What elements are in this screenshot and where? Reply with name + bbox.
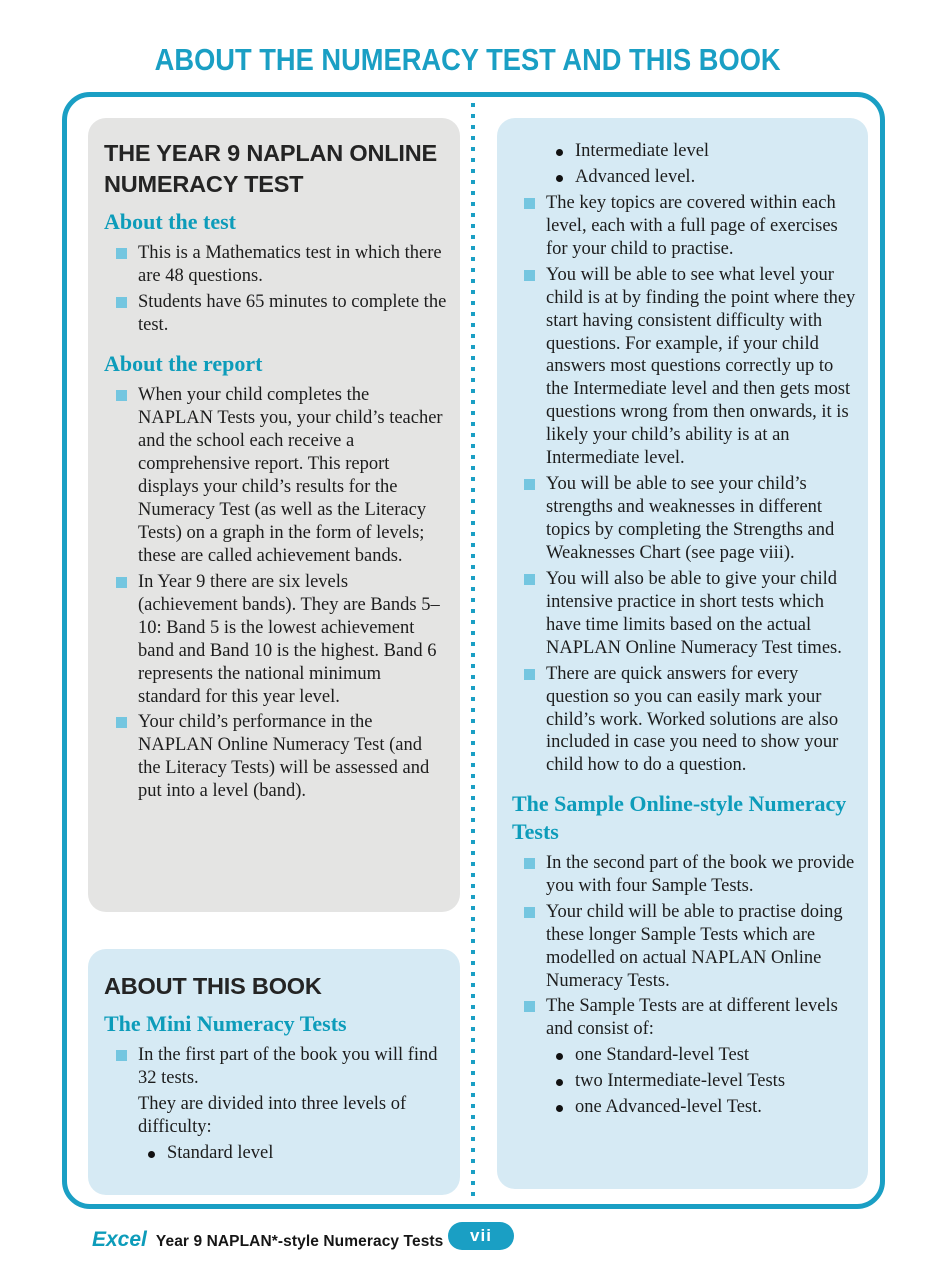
item-text: About the report — [104, 351, 263, 377]
item-text: one Advanced-level Test. — [575, 1097, 762, 1118]
square-bullet-icon — [524, 574, 535, 585]
panel-heading: ABOUT THIS BOOK — [104, 973, 322, 999]
list-item — [102, 242, 448, 288]
list-item — [510, 264, 860, 470]
sub-list-item — [510, 1044, 860, 1067]
item-text: In the second part of the book we provide you with four Sample Tests. — [546, 852, 855, 896]
square-bullet-icon — [524, 1001, 535, 1012]
section-subheading — [104, 1010, 448, 1037]
list-item — [102, 384, 448, 568]
item-text: There are quick answers for every question so you can easily mark your child’s work. Worked solutions are also included in case you need to show your child how to do a question. — [546, 663, 839, 776]
list-item — [510, 901, 860, 993]
square-bullet-icon — [116, 577, 127, 588]
list-item — [102, 571, 448, 709]
page-footer — [0, 1224, 935, 1258]
sub-list-item — [510, 140, 860, 163]
item-text: The key topics are covered within each level, each with a full page of exercises for your child to practise. — [546, 192, 838, 259]
item-text: The Sample Online-style Numeracy Tests — [512, 791, 847, 844]
list-item — [510, 852, 860, 898]
page-title-text: ABOUT THE NUMERACY TEST AND THIS BOOK — [154, 42, 781, 77]
square-bullet-icon — [524, 907, 535, 918]
item-text: Your child will be able to practise doing these longer Sample Tests which are modelled on actual NAPLAN Online Numeracy Tests. — [546, 901, 843, 991]
section-subheading — [104, 208, 448, 235]
dot-bullet-icon — [556, 1079, 563, 1086]
item-text: They are divided into three levels of difficulty: — [138, 1094, 407, 1138]
dot-bullet-icon — [148, 1151, 155, 1158]
list-item — [510, 192, 860, 261]
square-bullet-icon — [524, 858, 535, 869]
square-bullet-icon — [116, 248, 127, 259]
item-text: This is a Mathematics test in which there are 48 questions. — [138, 243, 442, 287]
list-item — [102, 1044, 448, 1090]
dotted-column-divider — [471, 103, 475, 1198]
list-item — [102, 291, 448, 337]
dot-bullet-icon — [556, 149, 563, 156]
item-text: The Sample Tests are at different levels and consist of: — [546, 996, 838, 1040]
item-text: Intermediate level — [575, 141, 710, 161]
item-text: About the test — [104, 209, 236, 235]
item-text: In Year 9 there are six levels (achievement bands). They are Bands 5–10: Band 5 is the lowest achievement band and Band 10 is the highest. Band 6 represents the national minimum standard for this year level. — [138, 571, 440, 707]
dot-bullet-icon — [556, 1053, 563, 1060]
sub-list-item — [510, 1096, 860, 1119]
dot-bullet-icon — [556, 175, 563, 182]
item-text: You will be able to see your child’s strengths and weaknesses in different topics by completing the Strengths and Weaknesses Chart (see page viii). — [546, 474, 835, 563]
section-subheading — [512, 790, 860, 845]
about-this-book-panel — [88, 949, 460, 1195]
book-details-panel — [497, 118, 868, 1189]
item-text: When your child completes the NAPLAN Tests you, your child’s teacher and the school each receive a comprehensive report. This report displays your child’s results for the Numeracy Test (as well as the Literacy Tests) on a graph in the form of levels; these are called achievement bands. — [138, 385, 443, 566]
page-title — [0, 42, 935, 78]
right-column — [497, 118, 868, 1189]
item-text: Advanced level. — [575, 166, 696, 187]
footer-book-title: Year 9 NAPLAN*-style Numeracy Tests — [155, 1233, 444, 1250]
list-item — [510, 473, 860, 565]
item-text: Your child’s performance in the NAPLAN Online Numeracy Test (and the Literacy Tests) will be assessed and put into a level (band). — [138, 712, 430, 802]
item-text: You will be able to see what level your child is at by finding the point where they start having consistent difficulty with questions. For example, if your child answers most questions correctly up to the Intermediate level and then gets most questions wrong from then onwards, it is likely your child’s ability is at an Intermediate level. — [546, 264, 856, 469]
square-bullet-icon — [524, 669, 535, 680]
section-subheading — [104, 350, 448, 377]
sub-list-item — [510, 1070, 860, 1093]
left-column — [88, 118, 460, 1195]
dot-bullet-icon — [556, 1105, 563, 1112]
book-details-list — [510, 140, 860, 1119]
square-bullet-icon — [524, 198, 535, 209]
naplan-test-list — [102, 208, 448, 803]
square-bullet-icon — [524, 479, 535, 490]
panel-heading: THE YEAR 9 NAPLAN ONLINE NUMERACY TEST — [104, 140, 437, 198]
item-text: You will also be able to give your child intensive practice in short tests which have time limits based on the actual NAPLAN Online Numeracy Test times. — [546, 568, 842, 658]
sub-list-item — [510, 166, 860, 189]
list-continuation — [102, 1093, 448, 1139]
sub-list-item — [102, 1142, 448, 1165]
about-book-list — [102, 1010, 448, 1165]
page-number-badge: vii — [448, 1222, 514, 1250]
item-text: two Intermediate-level Tests — [575, 1071, 786, 1092]
item-text: Students have 65 minutes to complete the test. — [138, 292, 447, 336]
square-bullet-icon — [524, 270, 535, 281]
square-bullet-icon — [116, 1050, 127, 1061]
item-text: The Mini Numeracy Tests — [104, 1011, 347, 1037]
content-frame — [62, 92, 885, 1209]
square-bullet-icon — [116, 390, 127, 401]
list-item — [510, 995, 860, 1041]
excel-brand-logo: Excel — [92, 1228, 147, 1251]
list-item — [510, 568, 860, 660]
square-bullet-icon — [116, 297, 127, 308]
naplan-test-panel — [88, 118, 460, 912]
list-item — [102, 711, 448, 803]
item-text: Standard level — [167, 1143, 274, 1164]
square-bullet-icon — [116, 717, 127, 728]
list-item — [510, 663, 860, 778]
item-text: In the first part of the book you will find 32 tests. — [138, 1045, 438, 1089]
item-text: one Standard-level Test — [575, 1045, 750, 1066]
